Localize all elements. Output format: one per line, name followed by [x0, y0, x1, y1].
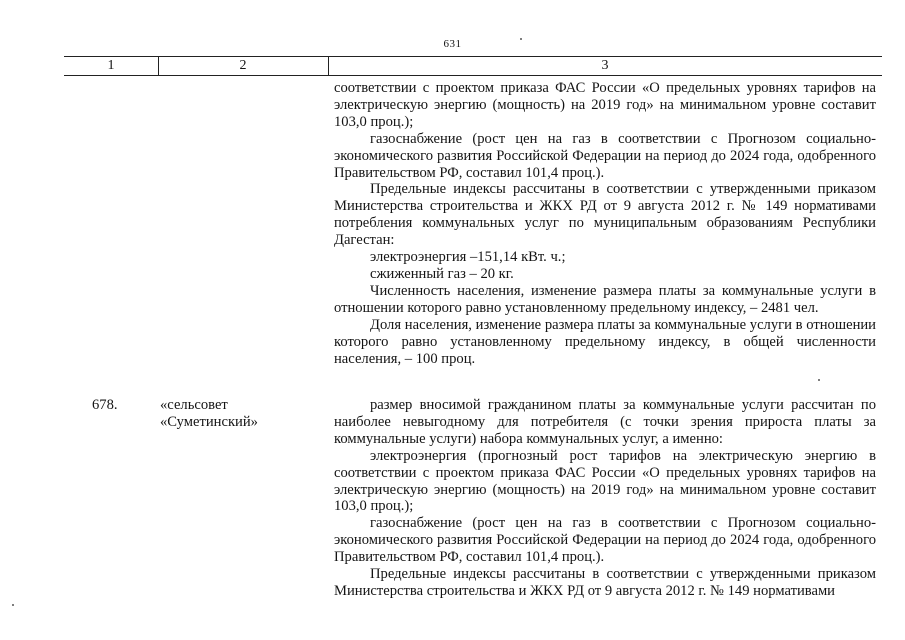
column-header-2: 2: [239, 58, 247, 73]
paragraph: газоснабжение (рост цен на газ в соответствии с Прогнозом социально-экономического развития Российской Федерации на период до 2024 года, одобренного Правительством РФ, составил 101,4 проц.).: [334, 515, 876, 566]
paragraph: сжиженный газ – 20 кг.: [370, 265, 514, 282]
header-top-line: [64, 56, 882, 57]
column-header-1: 1: [107, 58, 115, 73]
column-header-3: 3: [601, 58, 609, 73]
paragraph: размер вносимой гражданином платы за коммунальные услуги рассчитан по наиболее невыгодному для потребителя (с точки зрения прироста платы за коммунальные услуги) набора коммунальных услуг, а именно:: [334, 397, 876, 447]
scan-speck: [12, 604, 14, 606]
paragraph: Предельные индексы рассчитаны в соответствии с утвержденными приказом Министерства строительства и ЖКХ РД от 9 августа 2012 г. № 149 нормативами: [334, 566, 876, 599]
paragraph: соответствии с проектом приказа ФАС России «О предельных уровнях тарифов на электрическую энергию (мощность) на 2019 год» на минимальном уровне составит 103,0 проц.);: [334, 80, 876, 130]
header-bottom-line: [64, 75, 882, 76]
row-name: [160, 397, 258, 431]
paragraph: Численность населения, изменение размера платы за коммунальные услуги в отношении которого равно установленному предельному индексу, – 2481 чел.: [334, 282, 876, 316]
paragraph: электроэнергия (прогнозный рост тарифов на электрическую энергию в соответствии с проектом приказа ФАС России «О предельных уровнях тарифов на электрическую энергию (мощность) на 2019 год» на минимальном уровне составит 103,0 проц.);: [334, 447, 876, 515]
scan-speck: [520, 38, 522, 40]
paragraph: Доля населения, изменение размера платы за коммунальные услуги в отношении которого равно установленному предельному индексу, в общей численности населения, – 100 проц.: [334, 316, 876, 367]
scan-speck: [818, 379, 820, 381]
continuation-text: [334, 80, 876, 367]
page-number: 631: [443, 38, 462, 50]
paragraph: Предельные индексы рассчитаны в соответствии с утвержденными приказом Министерства строительства и ЖКХ РД от 9 августа 2012 г. № 149 нормативами потребления коммунальных услуг по муниципальным образованиям Республики Дагестан:: [334, 181, 876, 249]
paragraph: электроэнергия –151,14 кВт. ч.;: [370, 249, 566, 266]
row-name-line: «Суметинский»: [160, 414, 258, 430]
row-number: 678.: [92, 397, 118, 413]
row-name-line: «сельсовет: [160, 397, 228, 413]
row-text: [334, 397, 876, 600]
paragraph: газоснабжение (рост цен на газ в соответствии с Прогнозом социально-экономического развития Российской Федерации на период до 2024 года, одобренного Правительством РФ, составил 101,4 проц.).: [334, 130, 876, 181]
